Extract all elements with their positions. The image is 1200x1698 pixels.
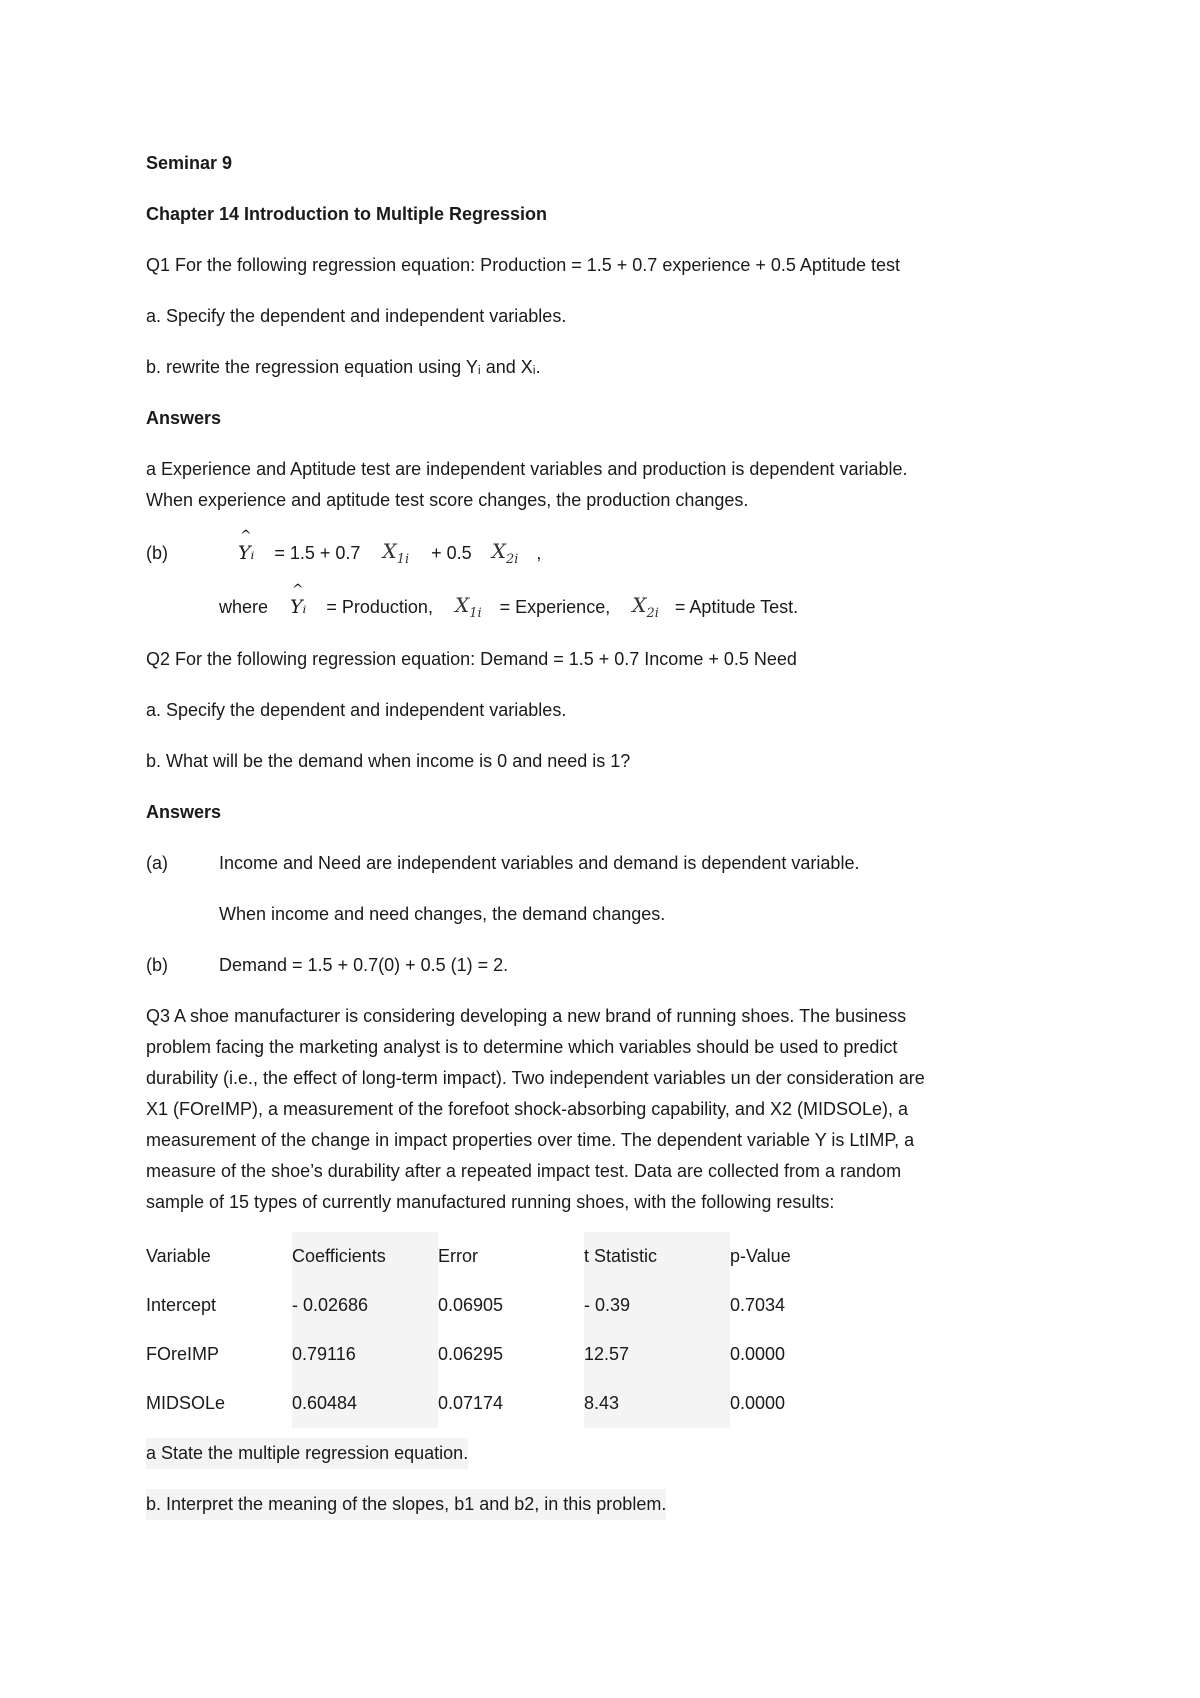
- table-cell: 0.7034: [730, 1295, 786, 1315]
- y-hat-symbol: ^ Yᵢ: [290, 582, 307, 618]
- table-cell: FOreIMP: [146, 1344, 220, 1364]
- eq-constant-term: = 1.5 + 0.7: [274, 542, 361, 563]
- regression-results-table: [146, 1232, 800, 1428]
- table-cell: 0.0000: [730, 1393, 786, 1413]
- table-cell: 0.79116: [292, 1330, 438, 1379]
- where-experience: = Experience,: [499, 596, 611, 617]
- document-page: [146, 148, 1066, 1520]
- table-cell: 0.06905: [438, 1295, 504, 1315]
- eq-comma: ,: [536, 542, 542, 563]
- q2-answer-a-text: Income and Need are independent variables and demand is dependent variable.: [219, 853, 860, 873]
- table-cell: MIDSOLe: [146, 1393, 226, 1413]
- q2-answer-b: [146, 950, 1066, 981]
- q2-answer-a-text-2: When income and need changes, the demand changes.: [219, 904, 666, 924]
- q1-question: Q1 For the following regression equation: Production = 1.5 + 0.7 experience + 0.5 Aptitude test: [146, 255, 900, 275]
- q3-part-b: b. Interpret the meaning of the slopes, b1 and b2, in this problem.: [146, 1489, 666, 1520]
- q2-answer-b-label: (b): [146, 955, 168, 975]
- x2-symbol: $X_{2i}$: [632, 593, 659, 621]
- table-header-cell: Coefficients: [292, 1232, 438, 1281]
- q2-answer-a: [146, 848, 1066, 879]
- q1-part-b: b. rewrite the regression equation using Yᵢ and Xᵢ.: [146, 357, 541, 377]
- q2-answer-b-text: Demand = 1.5 + 0.7(0) + 0.5 (1) = 2.: [219, 955, 509, 975]
- q1-answer-a-line1: a Experience and Aptitude test are independent variables and production is dependent variable.: [146, 459, 908, 479]
- q3-line: measure of the shoe’s durability after a repeated impact test. Data are collected from a random: [146, 1161, 902, 1181]
- table-cell: Intercept: [146, 1295, 217, 1315]
- q1-where-line: [146, 582, 1066, 624]
- q3-paragraph: [146, 1001, 1066, 1218]
- table-cell: 8.43: [584, 1379, 730, 1428]
- eq-second-coef: + 0.5: [431, 542, 472, 563]
- q2-part-a: a. Specify the dependent and independent variables.: [146, 700, 567, 720]
- q1-answer-b-equation: [146, 528, 1066, 570]
- table-cell: 12.57: [584, 1330, 730, 1379]
- q1-answer-b-label: (b): [146, 542, 168, 563]
- q2-question: Q2 For the following regression equation: Demand = 1.5 + 0.7 Income + 0.5 Need: [146, 649, 797, 669]
- x1-symbol: $X_{1i}$: [454, 593, 482, 621]
- table-row: [146, 1330, 800, 1379]
- table-cell: 0.06295: [438, 1344, 504, 1364]
- document-title: Seminar 9: [146, 153, 233, 173]
- q3-line: sample of 15 types of currently manufactured running shoes, with the following results:: [146, 1192, 835, 1212]
- q3-line: Q3 A shoe manufacturer is considering developing a new brand of running shoes. The business: [146, 1006, 907, 1026]
- q3-line: problem facing the marketing analyst is to determine which variables should be used to predict: [146, 1037, 898, 1057]
- table-cell: 0.0000: [730, 1344, 786, 1364]
- q3-line: durability (i.e., the effect of long-term impact). Two independent variables un der consideration are: [146, 1068, 925, 1088]
- q1-answers-heading: Answers: [146, 408, 222, 428]
- q3-line: X1 (FOreIMP), a measurement of the forefoot shock-absorbing capability, and X2 (MIDSOLe), a: [146, 1099, 909, 1119]
- y-hat-symbol: ^ Yᵢ: [238, 528, 255, 564]
- table-row: [146, 1379, 800, 1428]
- table-cell: - 0.02686: [292, 1281, 438, 1330]
- table-header-cell: Error: [438, 1246, 478, 1266]
- table-cell: 0.60484: [292, 1379, 438, 1428]
- q3-line: measurement of the change in impact properties over time. The dependent variable Y is LtIMP, a: [146, 1130, 915, 1150]
- q1-part-a: a. Specify the dependent and independent variables.: [146, 306, 567, 326]
- q2-answer-a-label: (a): [146, 853, 168, 873]
- table-cell: - 0.39: [584, 1281, 730, 1330]
- where-word: where: [219, 596, 269, 617]
- q1-answer-a-line2: When experience and aptitude test score changes, the production changes.: [146, 490, 749, 510]
- q2-answers-heading: Answers: [146, 802, 222, 822]
- table-header-cell: t Statistic: [584, 1232, 730, 1281]
- q2-part-b: b. What will be the demand when income is 0 and need is 1?: [146, 751, 631, 771]
- table-header-row: [146, 1232, 800, 1281]
- table-header-cell: p-Value: [730, 1246, 791, 1266]
- q2-answer-a-cont: [146, 899, 1066, 930]
- where-production: = Production,: [326, 596, 433, 617]
- table-cell: 0.07174: [438, 1393, 504, 1413]
- where-aptitude: = Aptitude Test.: [674, 596, 799, 617]
- q3-part-a: a State the multiple regression equation.: [146, 1438, 468, 1469]
- x2-symbol: $X_{2i}$: [491, 539, 519, 567]
- x1-symbol: $X_{1i}$: [382, 539, 410, 567]
- chapter-heading: Chapter 14 Introduction to Multiple Regression: [146, 204, 548, 224]
- table-header-cell: Variable: [146, 1246, 211, 1266]
- table-row: [146, 1281, 800, 1330]
